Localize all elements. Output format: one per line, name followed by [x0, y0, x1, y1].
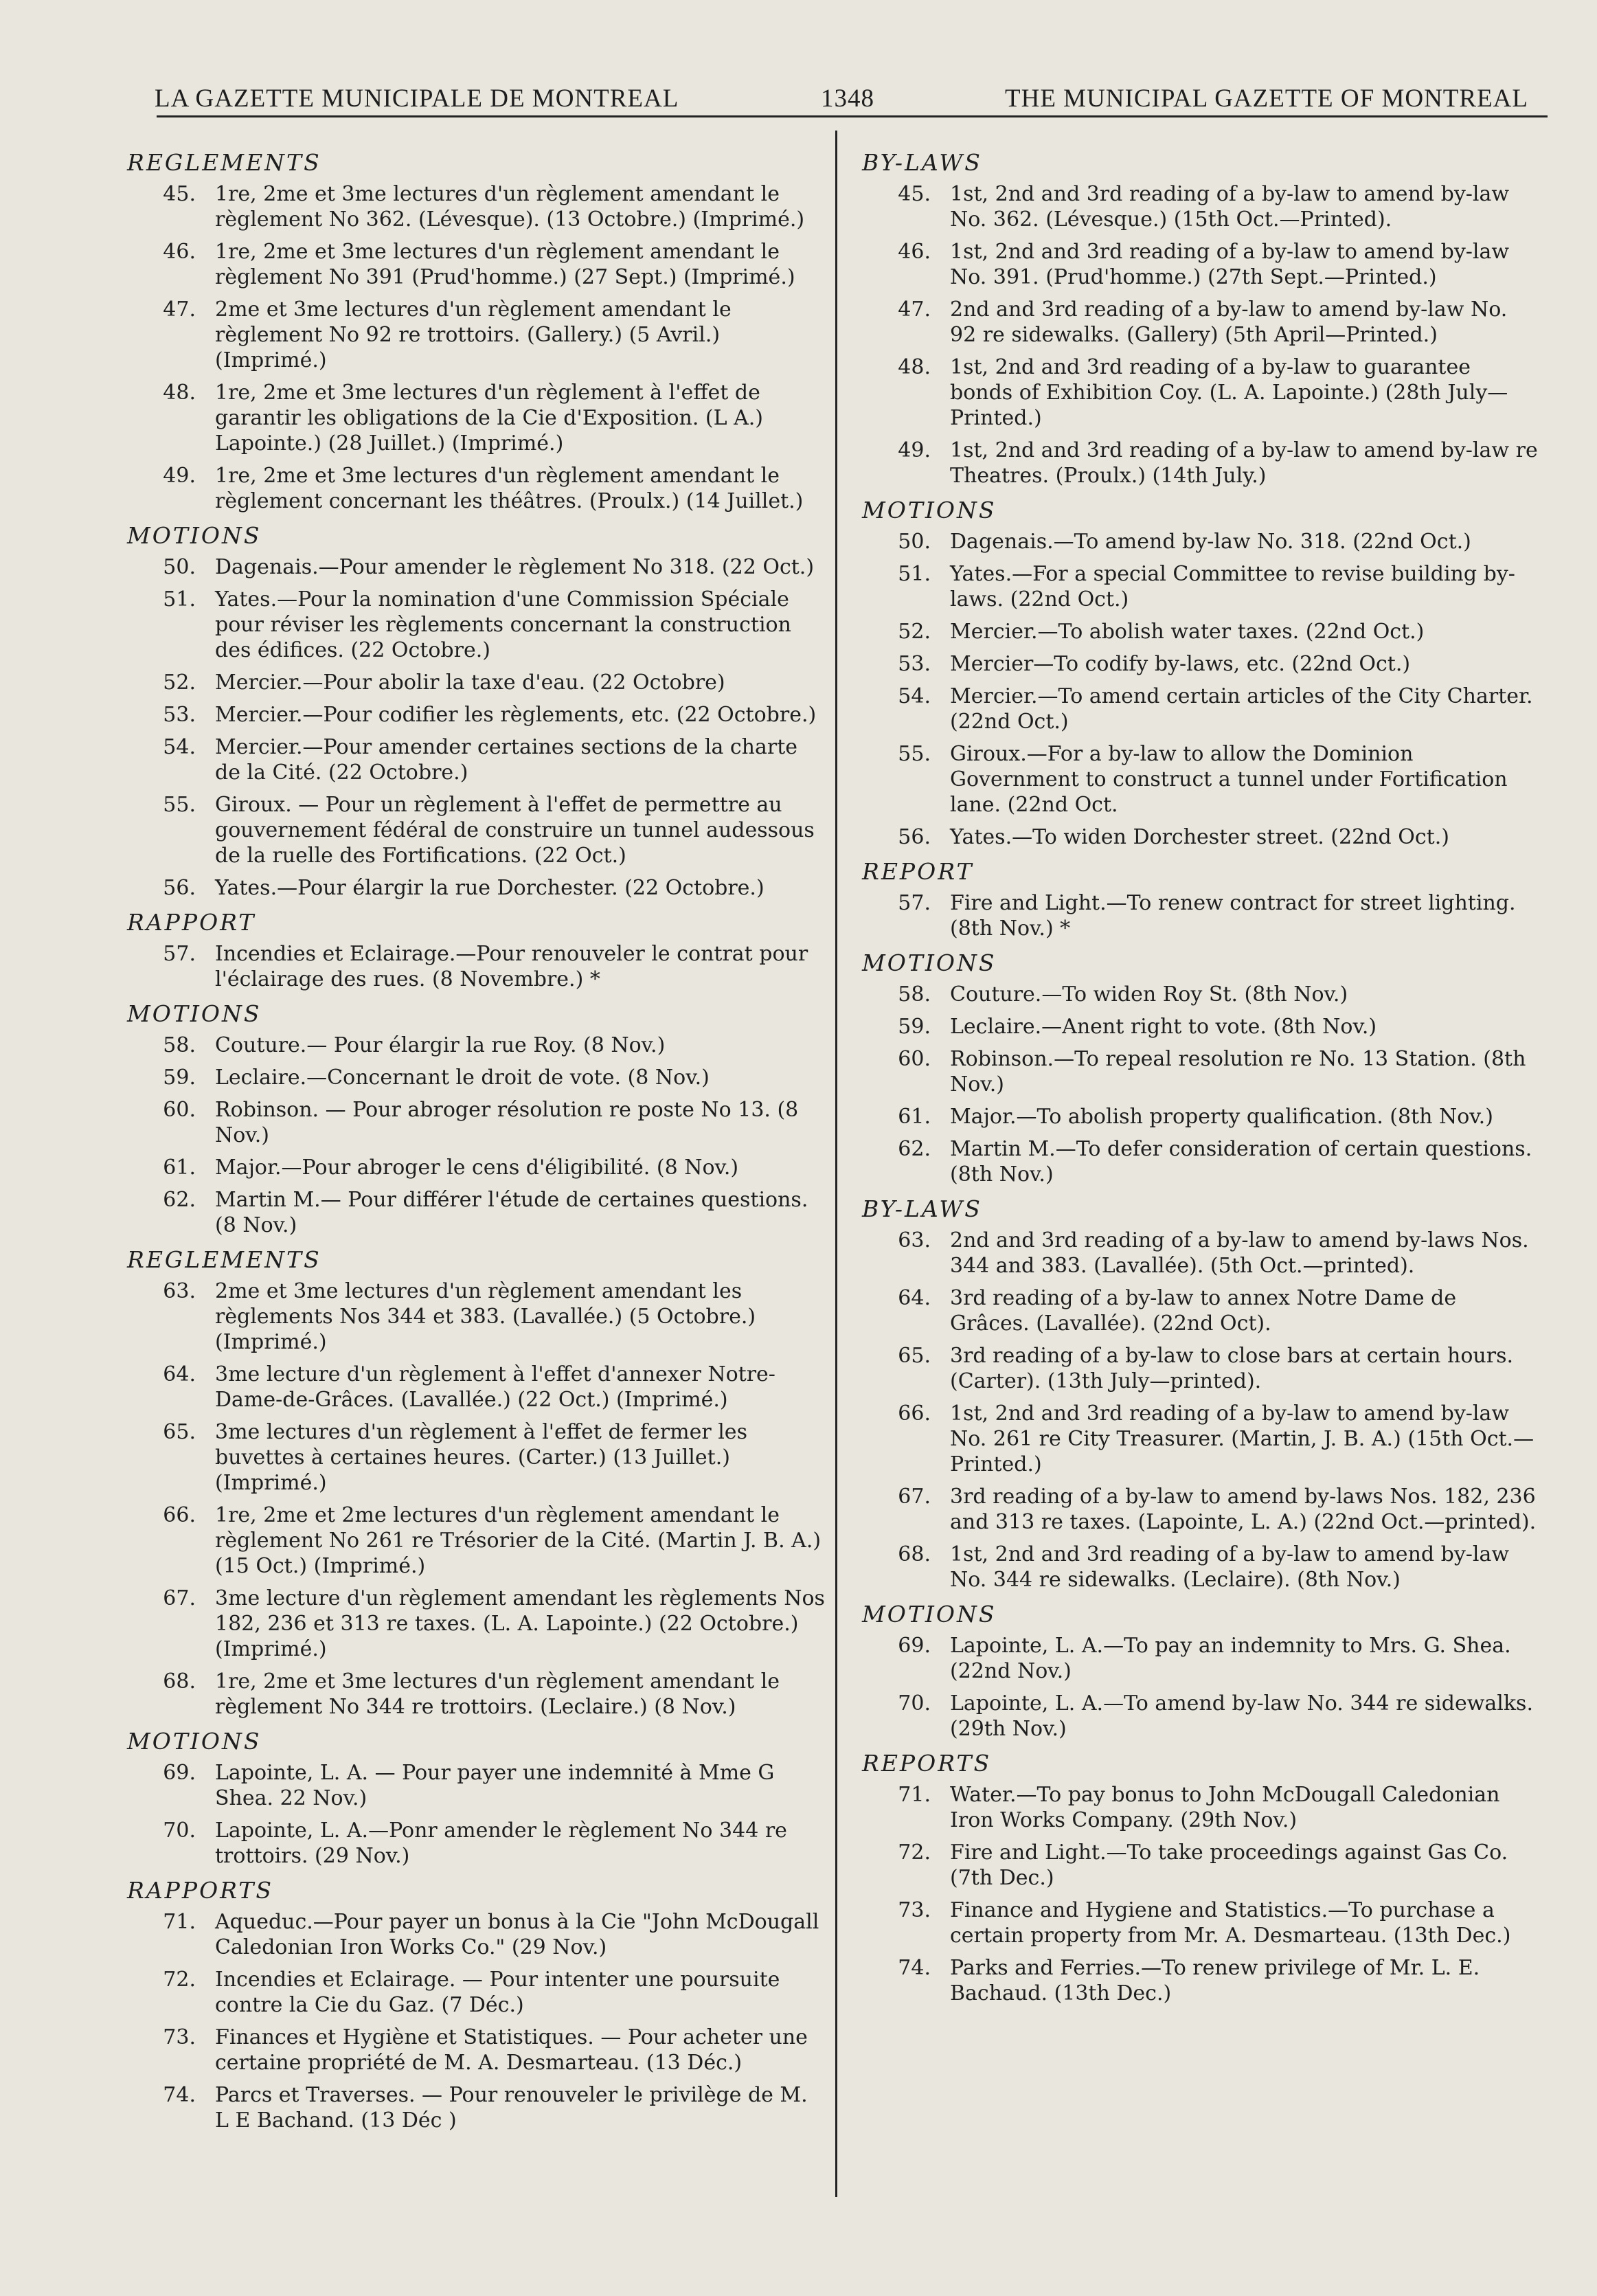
item-number: 62. [898, 1137, 931, 1161]
item-text: 1re, 2me et 2me lectures d'un règlement amendant le règlement No 261 re Trésorier de la Cité. (Martin J. B. A.) (15 Oct.) (Imprimé.) [215, 1503, 822, 1578]
item-text: Fire and Light.—To take proceedings against Gas Co. (7th Dec.) [950, 1841, 1508, 1890]
item-text: Major.—Pour abroger le cens d'éligibilité. (8 Nov.) [215, 1156, 739, 1180]
column-divider [835, 131, 837, 2197]
agenda-item [862, 982, 1539, 1007]
item-number: 53. [163, 703, 196, 727]
item-text: Mercier.—Pour codifier les règlements, etc. (22 Octobre.) [215, 703, 817, 727]
agenda-item [862, 1633, 1539, 1684]
item-text: Leclaire.—Concernant le droit de vote. (8 Nov.) [215, 1066, 710, 1090]
item-text: 1re, 2me et 3me lectures d'un règlement amendant le règlement No 344 re trottoirs. (Leclaire.) (8 Nov.) [215, 1669, 780, 1719]
item-text: Mercier.—To abolish water taxes. (22nd Oct.) [950, 620, 1425, 644]
agenda-item [127, 1362, 828, 1413]
item-number: 52. [163, 671, 196, 695]
item-text: 3me lecture d'un règlement à l'effet d'annexer Notre-Dame-de-Grâces. (Lavallée.) (22 Oct.) (Imprimé.) [215, 1362, 775, 1412]
agenda-item [862, 1691, 1539, 1742]
item-text: 1st, 2nd and 3rd reading of a by-law to guarantee bonds of Exhibition Coy. (L. A. Lapointe.) (28th July—Printed.) [950, 355, 1508, 430]
item-number: 57. [898, 891, 931, 915]
item-number: 63. [898, 1228, 931, 1252]
agenda-item [862, 1955, 1539, 2006]
agenda-item [862, 1484, 1539, 1535]
item-text: Giroux. — Pour un règlement à l'effet de permettre au gouvernement fédéral de construire un tunnel audessous de la ruelle des Fortifications. (22 Oct.) [215, 793, 815, 868]
page-header [144, 81, 1528, 115]
item-number: 46. [898, 240, 931, 264]
item-number: 68. [898, 1542, 931, 1566]
item-number: 48. [163, 381, 196, 405]
agenda-item [127, 702, 828, 728]
item-text: 1re, 2me et 3me lectures d'un règlement à l'effet de garantir les obligations de la Cie d'Exposition. (L A.) Lapointe.) (28 Juillet.) (Imprimé.) [215, 381, 764, 455]
item-text: 3rd reading of a by-law to close bars at certain hours. (Carter). (13th July—printed). [950, 1344, 1514, 1393]
item-number: 46. [163, 240, 196, 264]
item-number: 64. [163, 1362, 196, 1386]
section-heading: MOTIONS [862, 1601, 997, 1628]
agenda-item [862, 239, 1539, 290]
item-text: 1st, 2nd and 3rd reading of a by-law to amend by-law No. 344 re sidewalks. (Leclaire). (8th Nov.) [950, 1542, 1510, 1592]
agenda-item [862, 438, 1539, 488]
item-number: 73. [163, 2025, 196, 2049]
agenda-item [127, 1502, 828, 1579]
agenda-item [862, 1542, 1539, 1592]
agenda-item [127, 587, 828, 663]
agenda-item [862, 1343, 1539, 1394]
item-number: 66. [163, 1503, 196, 1527]
item-text: Robinson.—To repeal resolution re No. 13 Station. (8th Nov.) [950, 1047, 1526, 1096]
item-number: 60. [898, 1047, 931, 1071]
item-text: Dagenais.—Pour amender le règlement No 318. (22 Oct.) [215, 555, 815, 579]
item-text: Fire and Light.—To renew contract for street lighting. (8th Nov.) * [950, 891, 1516, 941]
section-heading: MOTIONS [862, 497, 997, 524]
item-text: Couture.— Pour élargir la rue Roy. (8 Nov.) [215, 1033, 666, 1057]
item-number: 55. [163, 793, 196, 817]
agenda-item [127, 1967, 828, 2018]
agenda-item [862, 1014, 1539, 1039]
item-number: 45. [163, 182, 196, 206]
section-heading: RAPPORT [127, 909, 256, 936]
agenda-item [127, 1187, 828, 1238]
agenda-item [127, 1033, 828, 1058]
item-text: Mercier—To codify by-laws, etc. (22nd Oct.) [950, 652, 1411, 676]
agenda-item [862, 529, 1539, 554]
item-text: 2me et 3me lectures d'un règlement amendant le règlement No 92 re trottoirs. (Gallery.) (5 Avril.) (Imprimé.) [215, 297, 732, 372]
agenda-item [127, 1155, 828, 1180]
item-text: Giroux.—For a by-law to allow the Dominion Government to construct a tunnel under Fortification lane. (22nd Oct. [950, 742, 1508, 817]
agenda-item [127, 463, 828, 514]
item-text: 3me lectures d'un règlement à l'effet de fermer les buvettes à certaines heures. (Carter.) (13 Juillet.) (Imprimé.) [215, 1420, 747, 1495]
item-number: 64. [898, 1286, 931, 1310]
agenda-item [862, 354, 1539, 431]
agenda-item [862, 1104, 1539, 1129]
item-text: Lapointe, L. A.—To pay an indemnity to Mrs. G. Shea. (22nd Nov.) [950, 1634, 1511, 1683]
agenda-item [862, 1136, 1539, 1187]
header-rule [157, 115, 1548, 117]
section-heading: BY-LAWS [862, 1195, 982, 1222]
item-text: Yates.—To widen Dorchester street. (22nd Oct.) [950, 825, 1449, 849]
french-column [127, 141, 828, 2140]
item-number: 70. [163, 1819, 196, 1843]
header-title-french: LA GAZETTE MUNICIPALE DE MONTREAL [155, 85, 679, 113]
item-number: 47. [163, 297, 196, 322]
item-text: Mercier.—Pour abolir la taxe d'eau. (22 Octobre) [215, 671, 725, 695]
agenda-item [862, 297, 1539, 348]
item-number: 49. [898, 438, 931, 462]
item-text: 3rd reading of a by-law to amend by-laws Nos. 182, 236 and 313 re taxes. (Lapointe, L. A.) (22nd Oct.—printed). [950, 1485, 1537, 1534]
item-text: Yates.—Pour la nomination d'une Commission Spéciale pour réviser les règlements concernant la construction des édifices. (22 Octobre.) [215, 587, 791, 662]
item-number: 58. [898, 982, 931, 1006]
item-text: Yates.—Pour élargir la rue Dorchester. (22 Octobre.) [215, 876, 764, 900]
agenda-item [127, 875, 828, 901]
item-text: Yates.—For a special Committee to revise building by-laws. (22nd Oct.) [950, 562, 1515, 611]
item-text: Dagenais.—To amend by-law No. 318. (22nd Oct.) [950, 530, 1471, 554]
agenda-item [127, 1097, 828, 1148]
agenda-item [862, 181, 1539, 232]
item-text: 1re, 2me et 3me lectures d'un règlement amendant le règlement No 362. (Lévesque). (13 Octobre.) (Imprimé.) [215, 182, 805, 232]
agenda-item [127, 670, 828, 695]
item-number: 68. [163, 1669, 196, 1693]
item-number: 57. [163, 942, 196, 966]
section-heading: BY-LAWS [862, 149, 982, 176]
item-number: 59. [898, 1015, 931, 1039]
section-heading: REPORT [862, 858, 974, 885]
section-heading: MOTIONS [127, 1728, 262, 1755]
item-number: 73. [898, 1898, 931, 1922]
item-number: 74. [163, 2083, 196, 2107]
item-text: 1re, 2me et 3me lectures d'un règlement amendant le règlement concernant les théâtres. (Proulx.) (14 Juillet.) [215, 464, 804, 513]
agenda-item [127, 1279, 828, 1355]
item-text: 1re, 2me et 3me lectures d'un règlement amendant le règlement No 391 (Prud'homme.) (27 Sept.) (Imprimé.) [215, 240, 795, 289]
item-number: 45. [898, 182, 931, 206]
item-text: Finance and Hygiene and Statistics.—To purchase a certain property from Mr. A. Desmarteau. (13th Dec.) [950, 1898, 1511, 1948]
item-text: Lapointe, L. A. — Pour payer une indemnité à Mme G Shea. 22 Nov.) [215, 1761, 775, 1810]
item-number: 69. [163, 1761, 196, 1785]
agenda-item [127, 1586, 828, 1662]
section-heading: REGLEMENTS [127, 149, 321, 176]
item-text: Incendies et Eclairage. — Pour intenter une poursuite contre la Cie du Gaz. (7 Déc.) [215, 1968, 780, 2017]
item-number: 74. [898, 1956, 931, 1980]
agenda-item [127, 297, 828, 373]
item-text: 3me lecture d'un règlement amendant les règlements Nos 182, 236 et 313 re taxes. (L. A. Lapointe.) (22 Octobre.) (Imprimé.) [215, 1586, 825, 1661]
item-number: 61. [163, 1156, 196, 1180]
item-number: 51. [163, 587, 196, 611]
agenda-item [127, 1818, 828, 1869]
item-text: 2me et 3me lectures d'un règlement amendant les règlements Nos 344 et 383. (Lavallée.) (5 Octobre.) (Imprimé.) [215, 1279, 756, 1354]
item-number: 50. [163, 555, 196, 579]
agenda-item [862, 1401, 1539, 1477]
section-heading: REPORTS [862, 1750, 992, 1777]
agenda-item [862, 651, 1539, 677]
item-number: 51. [898, 562, 931, 586]
item-text: Water.—To pay bonus to John McDougall Caledonian Iron Works Company. (29th Nov.) [950, 1783, 1500, 1832]
agenda-item [127, 2025, 828, 2075]
item-number: 50. [898, 530, 931, 554]
item-number: 72. [163, 1968, 196, 1992]
item-number: 67. [898, 1485, 931, 1509]
agenda-item [127, 792, 828, 868]
agenda-item [127, 2082, 828, 2133]
agenda-item [127, 734, 828, 785]
item-number: 53. [898, 652, 931, 676]
item-text: Lapointe, L. A.—To amend by-law No. 344 re sidewalks. (29th Nov.) [950, 1691, 1533, 1741]
item-number: 55. [898, 742, 931, 766]
agenda-item [862, 1898, 1539, 1948]
item-text: 3rd reading of a by-law to annex Notre Dame de Grâces. (Lavallée). (22nd Oct). [950, 1286, 1457, 1336]
item-text: 1st, 2nd and 3rd reading of a by-law to amend by-law No. 261 re City Treasurer. (Martin, J. B. A.) (15th Oct.—Printed.) [950, 1402, 1534, 1476]
item-number: 66. [898, 1402, 931, 1426]
agenda-item [127, 181, 828, 232]
item-number: 54. [163, 735, 196, 759]
agenda-item [127, 1065, 828, 1090]
agenda-item [127, 1760, 828, 1811]
section-heading: MOTIONS [127, 522, 262, 549]
agenda-item [862, 1782, 1539, 1833]
item-text: Leclaire.—Anent right to vote. (8th Nov.) [950, 1015, 1377, 1039]
agenda-item [127, 239, 828, 290]
agenda-item [862, 1046, 1539, 1097]
agenda-item [862, 619, 1539, 644]
item-text: 1st, 2nd and 3rd reading of a by-law to amend by-law No. 362. (Lévesque.) (15th Oct.—Printed). [950, 182, 1510, 232]
item-text: Robinson. — Pour abroger résolution re poste No 13. (8 Nov.) [215, 1098, 799, 1147]
item-number: 63. [163, 1279, 196, 1303]
section-heading: MOTIONS [127, 1000, 262, 1027]
item-text: Parks and Ferries.—To renew privilege of Mr. L. E. Bachaud. (13th Dec.) [950, 1956, 1480, 2005]
item-number: 71. [898, 1783, 931, 1807]
agenda-item [127, 1419, 828, 1496]
item-text: Finances et Hygiène et Statistiques. — Pour acheter une certaine propriété de M. A. Desmarteau. (13 Déc.) [215, 2025, 808, 2075]
agenda-item [127, 554, 828, 580]
item-text: Aqueduc.—Pour payer un bonus à la Cie "John McDougall Caledonian Iron Works Co." (29 Nov.) [215, 1910, 819, 1959]
item-text: Parcs et Traverses. — Pour renouveler le privilège de M. L E Bachand. (13 Déc ) [215, 2083, 808, 2132]
agenda-item [127, 941, 828, 992]
item-text: Incendies et Eclairage.—Pour renouveler le contrat pour l'éclairage des rues. (8 Novembre.) * [215, 942, 808, 991]
item-number: 71. [163, 1910, 196, 1934]
item-number: 58. [163, 1033, 196, 1057]
item-number: 60. [163, 1098, 196, 1122]
item-text: Couture.—To widen Roy St. (8th Nov.) [950, 982, 1348, 1006]
item-number: 65. [898, 1344, 931, 1368]
item-number: 48. [898, 355, 931, 379]
item-text: 1st, 2nd and 3rd reading of a by-law to amend by-law No. 391. (Prud'homme.) (27th Sept.—Printed.) [950, 240, 1510, 289]
item-text: Martin M.— Pour différer l'étude de certaines questions. (8 Nov.) [215, 1188, 808, 1237]
agenda-item [862, 561, 1539, 612]
agenda-item [127, 1669, 828, 1720]
item-number: 61. [898, 1105, 931, 1129]
item-number: 62. [163, 1188, 196, 1212]
item-number: 59. [163, 1066, 196, 1090]
item-text: Martin M.—To defer consideration of certain questions. (8th Nov.) [950, 1137, 1532, 1186]
item-text: 2nd and 3rd reading of a by-law to amend by-laws Nos. 344 and 383. (Lavallée). (5th Oct.—printed). [950, 1228, 1529, 1278]
section-heading: RAPPORTS [127, 1877, 274, 1904]
page-number: 1348 [821, 85, 874, 113]
agenda-item [862, 1285, 1539, 1336]
item-text: 1st, 2nd and 3rd reading of a by-law to amend by-law re Theatres. (Proulx.) (14th July.) [950, 438, 1538, 488]
item-text: Lapointe, L. A.—Ponr amender le règlement No 344 re trottoirs. (29 Nov.) [215, 1819, 787, 1868]
item-number: 72. [898, 1841, 931, 1865]
agenda-item [862, 684, 1539, 734]
agenda-item [862, 824, 1539, 850]
agenda-item [862, 1228, 1539, 1279]
item-number: 69. [898, 1634, 931, 1658]
agenda-item [127, 380, 828, 456]
section-heading: REGLEMENTS [127, 1246, 321, 1273]
item-number: 67. [163, 1586, 196, 1610]
item-number: 70. [898, 1691, 931, 1715]
item-text: Major.—To abolish property qualification. (8th Nov.) [950, 1105, 1493, 1129]
agenda-item [862, 890, 1539, 941]
item-number: 47. [898, 297, 931, 322]
agenda-item [127, 1909, 828, 1960]
agenda-item [862, 1840, 1539, 1891]
item-text: Mercier.—Pour amender certaines sections de la charte de la Cité. (22 Octobre.) [215, 735, 798, 785]
item-number: 52. [898, 620, 931, 644]
agenda-item [862, 741, 1539, 818]
english-column [862, 141, 1539, 2013]
item-number: 56. [898, 825, 931, 849]
item-number: 54. [898, 684, 931, 708]
item-number: 65. [163, 1420, 196, 1444]
item-number: 49. [163, 464, 196, 488]
header-title-english: THE MUNICIPAL GAZETTE OF MONTREAL [1005, 85, 1528, 113]
item-text: 2nd and 3rd reading of a by-law to amend by-law No. 92 re sidewalks. (Gallery) (5th April—Printed.) [950, 297, 1508, 347]
section-heading: MOTIONS [862, 949, 997, 976]
item-number: 56. [163, 876, 196, 900]
item-text: Mercier.—To amend certain articles of the City Charter. (22nd Oct.) [950, 684, 1533, 734]
